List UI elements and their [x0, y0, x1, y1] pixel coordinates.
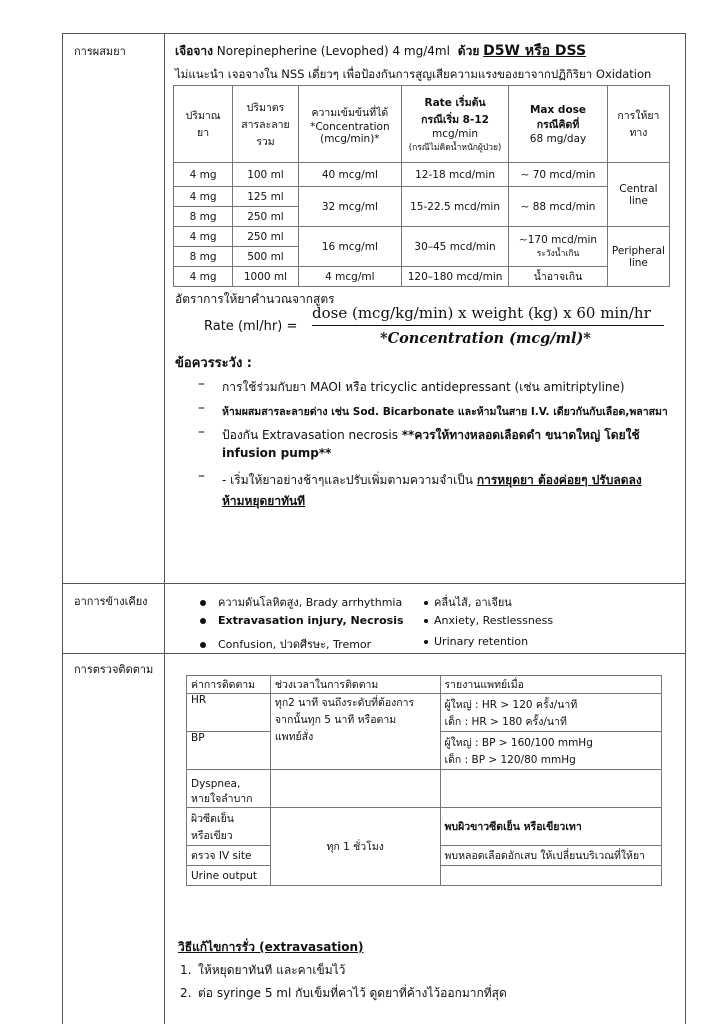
frame-divider: [164, 33, 165, 1024]
frame-right: [685, 33, 686, 1024]
cell-rate: 15-22.5 mcd/min: [401, 187, 508, 227]
cell-max-dose: ∼170 mcd/min ระวังน้ำเกิน: [509, 227, 608, 267]
bullet-icon: [200, 600, 206, 606]
table-row: [174, 163, 670, 187]
frame-top: [62, 33, 686, 34]
cell-report: พบหลอดเลือดอักเสบ ให้เปลี่ยนบริเวณที่ให้ยา: [440, 846, 661, 866]
dosing-table: [173, 85, 670, 287]
dilute-label: เจือจาง: [175, 44, 213, 58]
caution-dash: –: [198, 468, 205, 484]
cell-report: พบผิวขาวซีดเย็น หรือเขียวเทา: [440, 808, 661, 846]
caution-item: การใช้ร่วมกับยา MAOI หรือ tricyclic antidepressant (เช่น amitriptyline): [222, 380, 625, 394]
cell-amount: 4 mg: [174, 187, 233, 207]
cell-volume: 250 ml: [233, 207, 299, 227]
cell-volume: 500 ml: [233, 247, 299, 267]
cell-parameter: Urine output: [187, 866, 271, 886]
cell-interval: [270, 770, 440, 808]
caution-item: - เริ่มให้ยาอย่างช้าๆและปรับเพิ่มตามความจำเป็น การหยุดยา ต้องค่อยๆ ปรับลดลง: [222, 473, 642, 487]
cell-volume: 125 ml: [233, 187, 299, 207]
monitoring-header-row: [187, 676, 662, 694]
cell-report: [440, 770, 661, 808]
header-concentration: ความเข้มข้นที่ได้ *Concentration (mcg/min)*: [298, 86, 401, 163]
nss-warning: ไม่แนะนำ เจอจางใน NSS เดี่ยวๆ เพื่อป้องกันการสูญเสียความแรงของยาจากปฏิกิริยา Oxidation: [175, 67, 652, 81]
dosing-header-row: [174, 86, 670, 163]
formula-denominator: *Concentration (mcg/ml)*: [380, 330, 591, 347]
section-label-mixing: การผสมยา: [74, 45, 126, 58]
fraction-line: [312, 325, 664, 326]
caution-dash: –: [198, 424, 205, 440]
formula-intro: อัตราการให้ยาคำนวณจากสูตร: [175, 292, 335, 306]
bullet-icon: [424, 601, 428, 605]
header-rate: Rate เริ่มต้น กรณีเริ่ม 8-12 mcg/min (กรณีไม่คิดน้ำหนักผู้ป่วย): [401, 86, 508, 163]
table-row: [174, 187, 670, 207]
cell-report: [440, 866, 661, 886]
header-report: รายงานแพทย์เมื่อ: [440, 676, 661, 694]
formula-lhs: Rate (ml/hr) =: [204, 319, 298, 334]
cell-concentration: 32 mcg/ml: [298, 187, 401, 227]
bullet-icon: [424, 619, 428, 623]
caution-item-cont: ห้ามหยุดยาทันที: [222, 494, 306, 508]
header-max-dose: Max dose กรณีคิดที่ 68 mg/day: [509, 86, 608, 163]
section-label-side-effects: อาการข้างเคียง: [74, 595, 148, 608]
cell-route-central: Central line: [607, 163, 669, 227]
with-label: ด้วย: [457, 44, 480, 58]
formula-numerator: dose (mcg/kg/min) x weight (kg) x 60 min/hr: [312, 304, 651, 322]
mixing-instruction: [175, 40, 586, 62]
cell-amount: 8 mg: [174, 247, 233, 267]
bullet-icon: [200, 618, 206, 624]
side-effect-item: Confusion, ปวดศีรษะ, Tremor: [200, 635, 371, 653]
cell-report: ผู้ใหญ่ : BP > 160/100 mmHg เด็ก : BP > 120/80 mmHg: [440, 732, 661, 770]
side-effect-item: Urinary retention: [424, 635, 528, 648]
diluent: D5W หรือ DSS: [483, 43, 587, 59]
side-effect-item: คลื่นไส้, อาเจียน: [424, 593, 512, 611]
bullet-icon: [200, 642, 206, 648]
cell-amount: 4 mg: [174, 227, 233, 247]
caution-item-cont: infusion pump**: [222, 446, 332, 460]
bullet-icon: [424, 640, 428, 644]
list-item: 2. ต่อ syringe 5 ml กับเข็มที่คาไว้ ดูดยาที่ค้างไว้ออกมากที่สุด: [180, 986, 507, 1000]
cell-parameter: HR: [187, 694, 271, 732]
side-effect-item: ความดันโลหิตสูง, Brady arrhythmia: [200, 593, 402, 611]
table-row: [187, 770, 662, 808]
side-effect-item: Anxiety, Restlessness: [424, 614, 553, 627]
monitoring-table: [186, 675, 662, 886]
cell-amount: 4 mg: [174, 163, 233, 187]
caution-item: ป้องกัน Extravasation necrosis **ควรให้ทางหลอดเลือดดำ ขนาดใหญ่ โดยใช้: [222, 428, 640, 442]
section-label-monitoring: การตรวจติดตาม: [74, 663, 154, 676]
cell-volume: 250 ml: [233, 227, 299, 247]
cell-amount: 4 mg: [174, 267, 233, 287]
cell-rate: 30–45 mcd/min: [401, 227, 508, 267]
table-row: [187, 694, 662, 732]
header-interval: ช่วงเวลาในการติดตาม: [270, 676, 440, 694]
row-divider-1: [62, 583, 686, 584]
caution-item: ห้ามผสมสารละลายด่าง เช่น Sod. Bicarbonate และห้ามในสาย I.V. เดียวกันกับเลือด,พลาสมา: [222, 406, 668, 418]
table-row: [174, 267, 670, 287]
table-row: [187, 808, 662, 846]
cell-rate: 12-18 mcd/min: [401, 163, 508, 187]
cell-route-peripheral: Peripheral line: [607, 227, 669, 287]
cell-amount: 8 mg: [174, 207, 233, 227]
extravasation-title: วิธีแก้ไขการรั่ว (extravasation): [178, 940, 364, 954]
drug-name: Norepinepherine (Levophed) 4 mg/4ml: [216, 44, 450, 58]
list-item: 1. ให้หยุดยาทันที และคาเข็มไว้: [180, 963, 346, 977]
frame-left: [62, 33, 63, 1024]
cell-parameter: ผิวซีดเย็น หรือเขียว: [187, 808, 271, 846]
row-divider-2: [62, 653, 686, 654]
cell-parameter: BP: [187, 732, 271, 770]
header-amount: ปริมาณ ยา: [174, 86, 233, 163]
cell-parameter: ตรวจ IV site: [187, 846, 271, 866]
cell-max-dose: น้ำอาจเกิน: [509, 267, 608, 287]
cell-concentration: 40 mcg/ml: [298, 163, 401, 187]
caution-dash: –: [198, 400, 205, 416]
cell-concentration: 16 mcg/ml: [298, 227, 401, 267]
table-row: [174, 227, 670, 247]
cell-interval: ทุก 1 ชั่วโมง: [270, 808, 440, 886]
cell-max-dose: ∼ 88 mcd/min: [509, 187, 608, 227]
caution-title: ข้อควรระวัง :: [175, 356, 253, 371]
cell-concentration: 4 mcg/ml: [298, 267, 401, 287]
header-parameter: ค่าการติดตาม: [187, 676, 271, 694]
cell-max-dose: ∼ 70 mcd/min: [509, 163, 608, 187]
header-route: การให้ยา ทาง: [607, 86, 669, 163]
cell-parameter: Dyspnea, หายใจลำบาก: [187, 770, 271, 808]
cell-report: ผู้ใหญ่ : HR > 120 ครั้ง/นาที เด็ก : HR > 180 ครั้ง/นาที: [440, 694, 661, 732]
cell-volume: 100 ml: [233, 163, 299, 187]
cell-volume: 1000 ml: [233, 267, 299, 287]
header-volume: ปริมาตร สารละลาย รวม: [233, 86, 299, 163]
cell-rate: 120–180 mcd/min: [401, 267, 508, 287]
caution-dash: –: [198, 376, 205, 392]
side-effect-item: Extravasation injury, Necrosis: [200, 614, 404, 627]
cell-interval: ทุก2 นาที จนถึงระดับที่ต้องการ จากนั้นทุก 5 นาที หรือตาม แพทย์สั่ง: [270, 694, 440, 770]
